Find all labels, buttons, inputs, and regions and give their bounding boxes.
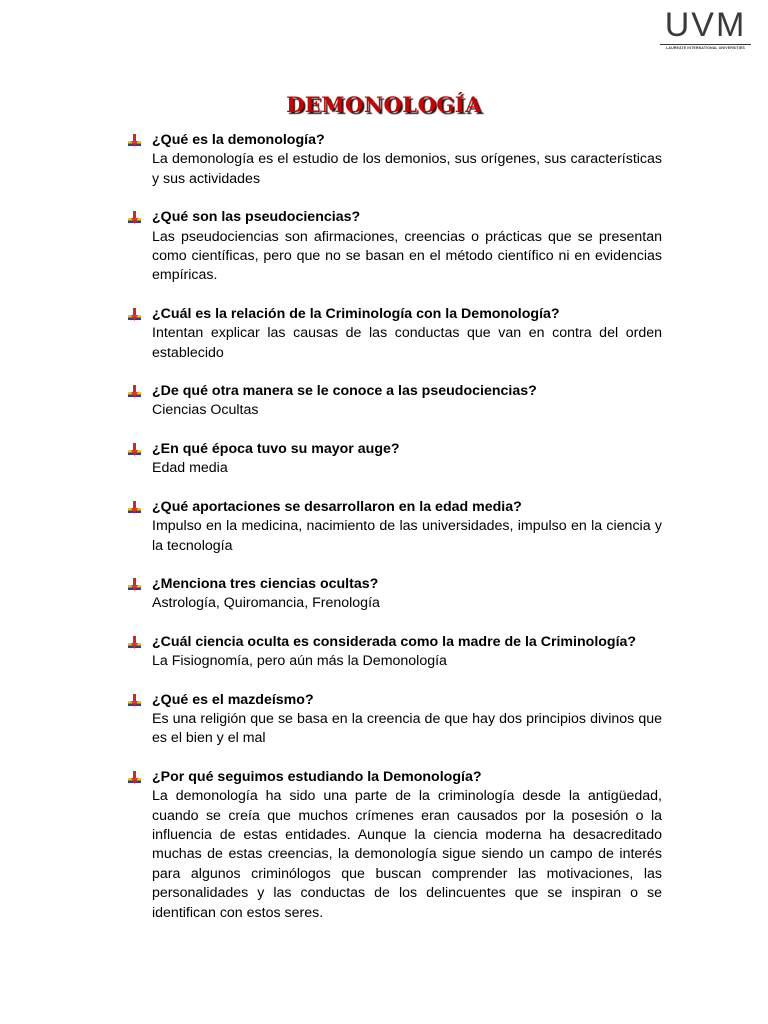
question-text: ¿Qué es la demonología?: [152, 132, 325, 148]
arrow-bullet-icon: [128, 211, 142, 225]
arrow-bullet-icon: [128, 385, 142, 399]
question-text: ¿Qué aportaciones se desarrollaron en la edad media?: [152, 498, 522, 515]
arrow-bullet-icon: [128, 134, 142, 148]
answer-text: Intentan explicar las causas de las conductas que van en contra del orden establecido: [152, 325, 662, 361]
logo-divider: [660, 44, 751, 45]
answer-text: La demonología es el estudio de los demonios, sus orígenes, sus características y sus actividades: [152, 151, 662, 187]
answer-text: Edad media: [152, 460, 228, 477]
qa-item: [128, 633, 662, 672]
answer-text: La Fisiognomía, pero aún más la Demonología: [152, 653, 447, 670]
qa-item: [128, 131, 662, 189]
answer-text: Las pseudociencias son afirmaciones, creencias o prácticas que se presentan como científicas, pero que no se basan en el método científico ni en evidencias empíricas.: [152, 228, 662, 284]
logo-name: UVM: [664, 6, 747, 44]
question-text: ¿Cuál es la relación de la Criminología con la Demonología?: [152, 305, 560, 322]
arrow-bullet-icon: [128, 578, 142, 592]
arrow-bullet-icon: [128, 501, 142, 515]
qa-item: [128, 691, 662, 749]
qa-item: [128, 440, 662, 479]
arrow-bullet-icon: [128, 771, 142, 785]
arrow-bullet-icon: [128, 308, 142, 322]
qa-item: [128, 208, 662, 286]
question-text: ¿Cuál ciencia oculta es considerada como la madre de la Criminología?: [152, 633, 637, 650]
question-text: ¿En qué época tuvo su mayor auge?: [152, 440, 400, 457]
question-text: ¿De qué otra manera se le conoce a las pseudociencias?: [152, 383, 537, 400]
logo-tagline: LAUREATE INTERNATIONAL UNIVERSITIES: [666, 46, 745, 50]
arrow-bullet-icon: [128, 694, 142, 708]
question-text: ¿Qué es el mazdeísmo?: [152, 691, 314, 708]
answer-text: Impulso en la medicina, nacimiento de las universidades, impulso en la ciencia y la tecnología: [152, 518, 662, 554]
answer-text: La demonología ha sido una parte de la criminología desde la antigüedad, cuando se creía que muchos crímenes eran causados por la posesión o la influencia de estas entidades. Aunque la ciencia moderna ha desacreditado muchas de estas creencias, la demonología sigue siendo un campo de interés para algunos criminólogos que buscan comprender las motivaciones, las personalidades y las conductas de los delincuentes que se inspiran o se identifican con estos seres.: [152, 788, 662, 921]
qa-item: [128, 305, 662, 363]
question-text: ¿Qué son las pseudociencias?: [152, 209, 361, 226]
question-text: ¿Por qué seguimos estudiando la Demonología?: [152, 768, 482, 785]
qa-item: [128, 575, 662, 614]
answer-text: Ciencias Ocultas: [152, 402, 259, 419]
arrow-bullet-icon: [128, 443, 142, 457]
answer-text: Es una religión que se basa en la creencia de que hay dos principios divinos que es el bien y el mal: [152, 710, 662, 747]
question-text: ¿Menciona tres ciencias ocultas?: [152, 575, 379, 592]
uvm-logo: [658, 8, 753, 52]
qa-item: [128, 382, 662, 421]
answer-text: Astrología, Quiromancia, Frenología: [152, 595, 380, 612]
page-title: DEMONOLOGÍA: [286, 92, 482, 117]
qa-list: [128, 131, 662, 942]
qa-item: [128, 498, 662, 556]
qa-item: [128, 768, 662, 923]
arrow-bullet-icon: [128, 636, 142, 650]
